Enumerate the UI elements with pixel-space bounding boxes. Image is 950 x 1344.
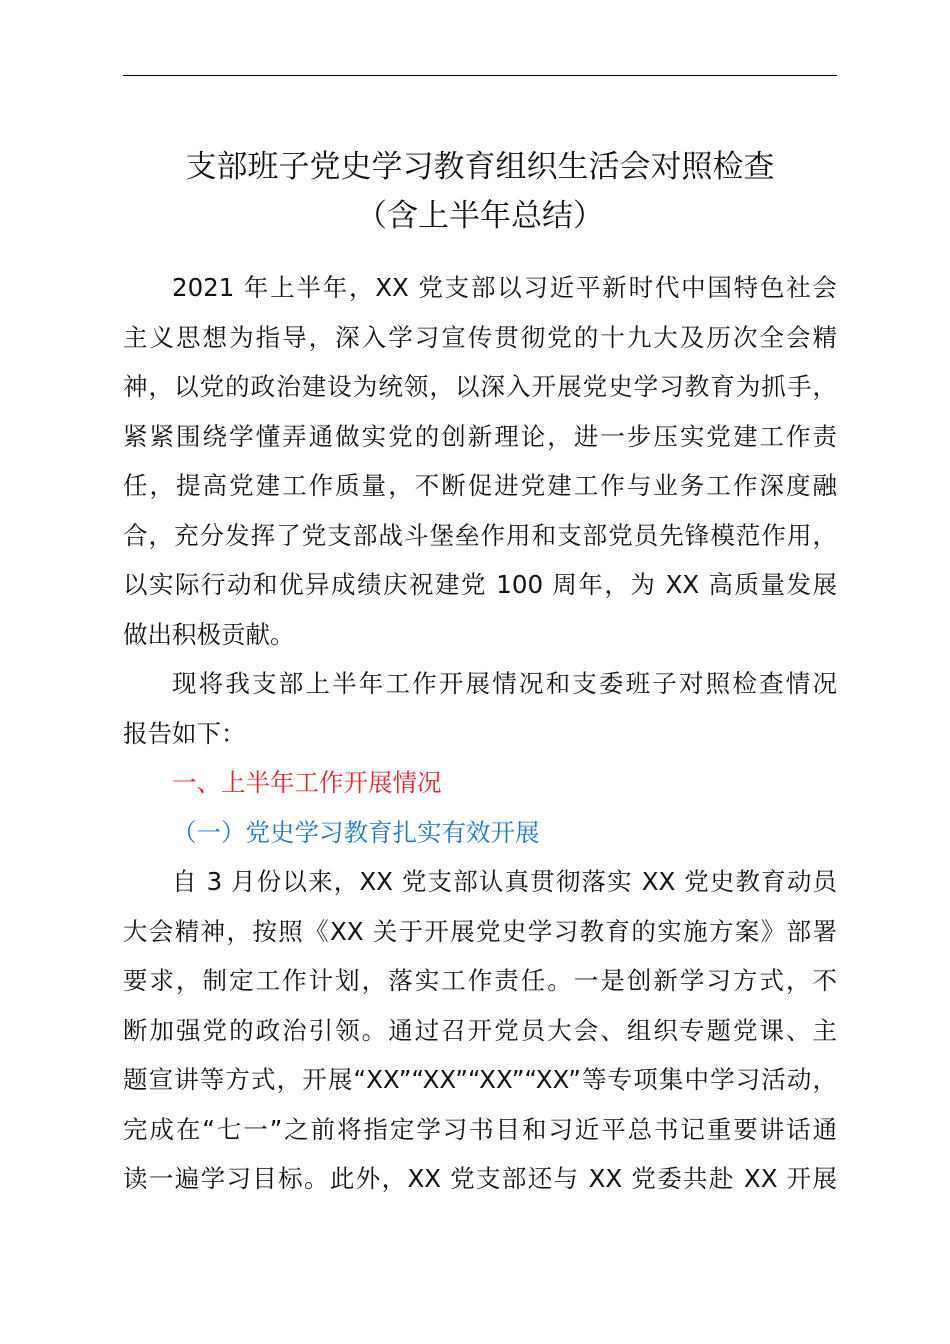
subsection-heading: （一）党史学习教育扎实有效开展 [172, 818, 540, 847]
paragraph-line: 做出积极贡献。 [123, 620, 295, 649]
section-heading: 一、上半年工作开展情况 [172, 768, 442, 797]
header-rule [123, 75, 837, 76]
paragraph-line: 神，以党的政治建设为统领，以深入开展党史学习教育为抓手， [123, 372, 837, 401]
paragraph-line: 断加强党的政治引领。通过召开党员大会、组织专题党课、主 [123, 1016, 837, 1045]
paragraph-line: 主义思想为指导，深入学习宣传贯彻党的十九大及历次全会精 [123, 323, 837, 352]
paragraph-line: 完成在“七一”之前将指定学习书目和习近平总书记重要讲话通 [123, 1115, 837, 1144]
paragraph-line: 合，充分发挥了党支部战斗堡垒作用和支部党员先锋模范作用， [123, 521, 837, 550]
paragraph-line: 现将我支部上半年工作开展情况和支委班子对照检查情况 [172, 669, 837, 698]
paragraph-line: 读一遍学习目标。此外，XX 党支部还与 XX 党委共赴 XX 开展 [123, 1164, 837, 1193]
paragraph-line: 任，提高党建工作质量，不断促进党建工作与业务工作深度融 [123, 471, 837, 500]
document-title: 支部班子党史学习教育组织生活会对照检查 [185, 149, 775, 185]
paragraph-line: 以实际行动和优异成绩庆祝建党 100 周年，为 XX 高质量发展 [123, 570, 837, 599]
paragraph-line: 报告如下： [123, 719, 246, 748]
paragraph-line: 自 3 月份以来，XX 党支部认真贯彻落实 XX 党史教育动员 [172, 867, 837, 896]
paragraph-line: 要求，制定工作计划，落实工作责任。一是创新学习方式，不 [123, 966, 837, 995]
document-subtitle: （含上半年总结） [356, 198, 604, 234]
paragraph-line: 2021 年上半年，XX 党支部以习近平新时代中国特色社会 [172, 273, 837, 302]
paragraph-line: 紧紧围绕学懂弄通做实党的创新理论，进一步压实党建工作责 [123, 422, 837, 451]
paragraph-line: 题宣讲等方式，开展“XX”“XX”“XX”“XX”等专项集中学习活动， [123, 1065, 837, 1094]
paragraph-line: 大会精神，按照《XX 关于开展党史学习教育的实施方案》部署 [123, 917, 837, 946]
